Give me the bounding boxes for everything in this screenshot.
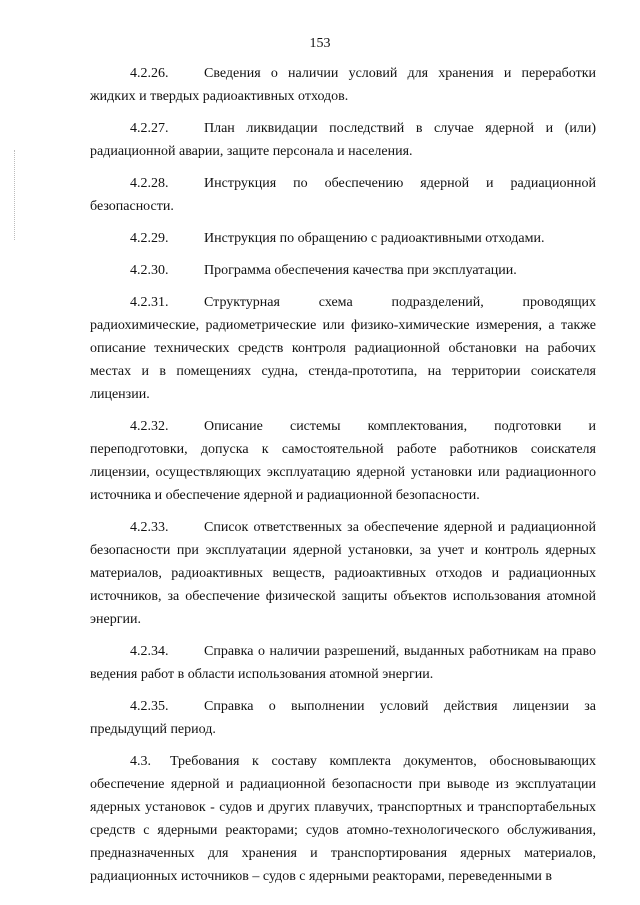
paragraph-text: Справка о наличии разрешений, выданных работникам на право ведения работ в области использования атомной энергии.: [90, 644, 596, 682]
paragraph-4-2-26: [90, 62, 596, 108]
document-body: [90, 62, 596, 888]
paragraph-4-2-29: [90, 227, 596, 250]
paragraph-4-2-30: [90, 259, 596, 282]
paragraph-text: План ликвидации последствий в случае ядерной и (или) радиационной аварии, защите персонала и населения.: [90, 121, 596, 159]
paragraph-text: Структурная схема подразделений, проводящих радиохимические, радиометрические или физико-химические измерения, а также описание технических средств контроля радиационной обстановки на рабочих местах и в помещениях судна, стенда-прототипа, на территории соискателя лицензии.: [90, 295, 596, 402]
paragraph-number: 4.2.29.: [130, 231, 169, 246]
paragraph-text: Программа обеспечения качества при эксплуатации.: [204, 263, 517, 278]
paragraph-number: 4.2.35.: [130, 699, 169, 714]
paragraph-number: 4.2.30.: [130, 263, 169, 278]
paragraph-4-3: [90, 750, 596, 888]
paragraph-number: 4.2.32.: [130, 419, 169, 434]
paragraph-4-2-32: [90, 415, 596, 507]
paragraph-number: 4.2.31.: [130, 295, 169, 310]
paragraph-text: Требования к составу комплекта документов, обосновывающих обеспечение ядерной и радиационной безопасности при выводе из эксплуатации ядерных установок - судов и других плавучих, транспортных и транспортабельных средств с ядерными реакторами; судов атомно-технологического обслуживания, предназначенных для хранения и транспортирования ядерных материалов, радиационных источников – судов с ядерными реакторами, переведенными в: [90, 754, 596, 884]
paragraph-4-2-34: [90, 640, 596, 686]
paragraph-number: 4.2.26.: [130, 66, 169, 81]
paragraph-number: 4.2.33.: [130, 520, 169, 535]
scan-margin-mark: [14, 150, 16, 240]
paragraph-text: Список ответственных за обеспечение ядерной и радиационной безопасности при эксплуатации ядерной установки, за учет и контроль ядерных материалов, радиоактивных веществ, радиоактивных отходов и радиационных источников, за обеспечение физической защиты объектов использования атомной энергии.: [90, 520, 596, 627]
paragraph-text: Инструкция по обращению с радиоактивными отходами.: [204, 231, 545, 246]
paragraph-text: Описание системы комплектования, подготовки и переподготовки, допуска к самостоятельной работе работников соискателя лицензии, осуществляющих эксплуатацию ядерной установки или радиационного источника и обеспечение ядерной и радиационной безопасности.: [90, 419, 596, 503]
paragraph-number: 4.2.34.: [130, 644, 169, 659]
paragraph-number: 4.2.27.: [130, 121, 169, 136]
paragraph-text: Инструкция по обеспечению ядерной и радиационной безопасности.: [90, 176, 596, 214]
paragraph-4-2-35: [90, 695, 596, 741]
paragraph-4-2-27: [90, 117, 596, 163]
paragraph-number: 4.2.28.: [130, 176, 169, 191]
paragraph-number: 4.3.: [130, 754, 151, 769]
paragraph-text: Сведения о наличии условий для хранения и переработки жидких и твердых радиоактивных отходов.: [90, 66, 596, 104]
page-number: 153: [309, 36, 331, 51]
paragraph-4-2-31: [90, 291, 596, 406]
paragraph-4-2-33: [90, 516, 596, 631]
paragraph-text: Справка о выполнении условий действия лицензии за предыдущий период.: [90, 699, 596, 737]
paragraph-4-2-28: [90, 172, 596, 218]
